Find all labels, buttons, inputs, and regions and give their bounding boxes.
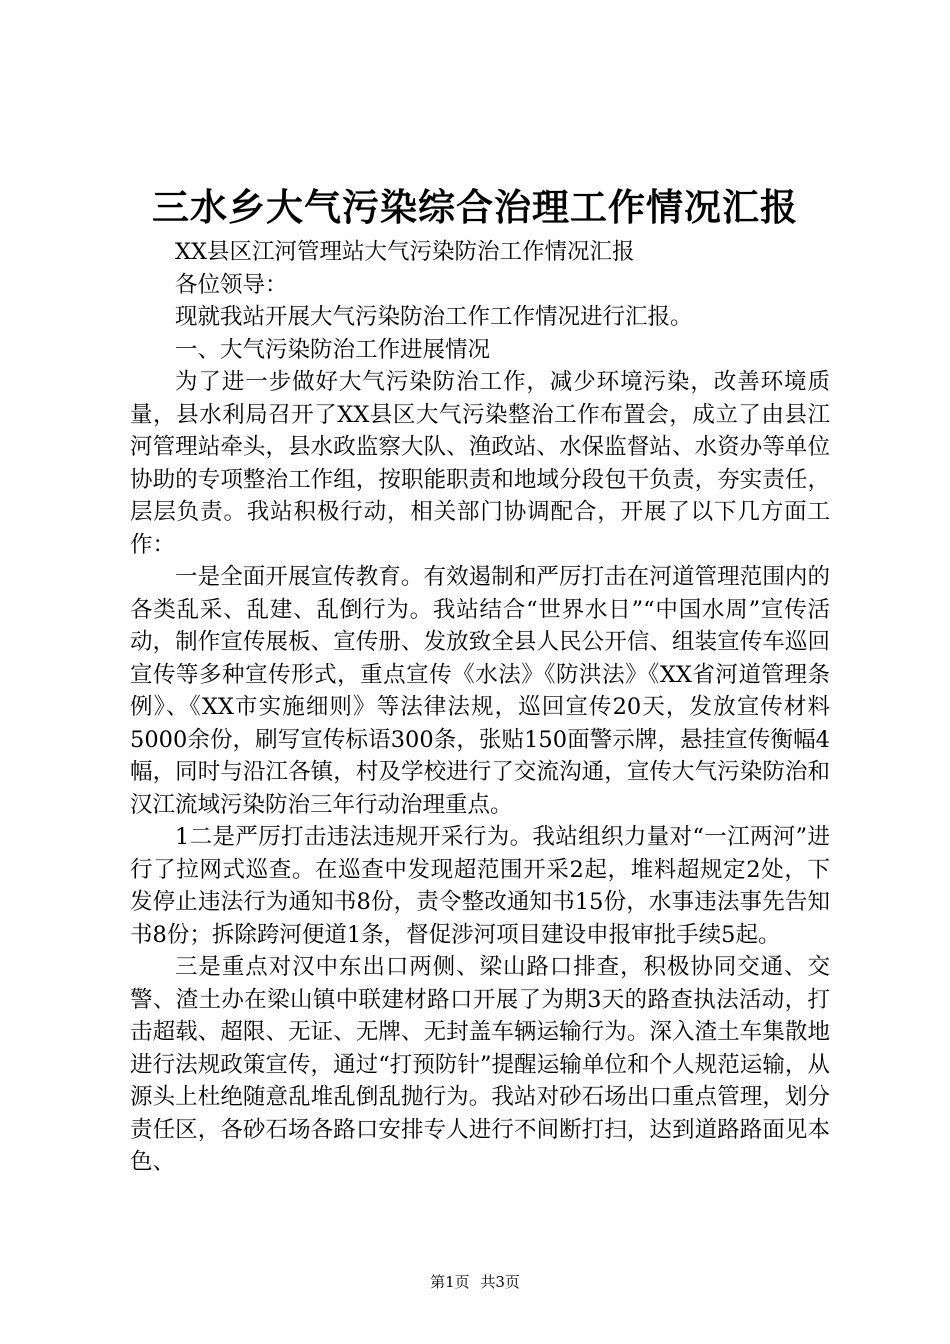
- paragraph: 三是重点对汉中东出口两侧、梁山路口排查，积极协同交通、交警、渣土办在梁山镇中联建材路口开展了为期3天的路查执法活动，打击超载、超限、无证、无牌、无封盖车辆运输行为。深入渣土车集散地进行法规政策宣传，通过“打预防针”提醒运输单位和个人规范运输，从源头上杜绝随意乱堆乱倒乱抛行为。我站对砂石场出口重点管理，划分责任区，各砂石场各路口安排专人进行不间断打扫，达到道路路面见本色、: [130, 954, 830, 1175]
- paragraph-intro: 现就我站开展大气污染防治工作工作情况进行汇报。: [175, 304, 693, 330]
- document-title: 三水乡大气污染综合治理工作情况汇报: [152, 185, 798, 229]
- page-number: 第1页: [430, 1273, 470, 1291]
- document-body: [130, 236, 830, 1179]
- paragraph-subtitle: XX县区江河管理站大气污染防治工作情况汇报: [175, 239, 635, 265]
- page-total: 共3页: [480, 1273, 520, 1291]
- paragraph-salutation: 各位领导：: [175, 271, 288, 298]
- paragraph: 为了进一步做好大气污染防治工作，减少环境污染，改善环境质量，县水利局召开了XX县区大气污染整治工作布置会，成立了由县江河管理站牵头，县水政监察大队、渔政站、水保监督站、水资办等单位协助的专项整治工作组，按职能职责和地域分段包干负责，夯实责任，层层负责。我站积极行动，相关部门协调配合，开展了以下几方面工作：: [130, 369, 830, 558]
- paragraph: 一是全面开展宣传教育。有效遏制和严厉打击在河道管理范围内的各类乱采、乱建、乱倒行为。我站结合“世界水日”“中国水周”宣传活动，制作宣传展板、宣传册、发放致全县人民公开信、组装宣传车巡回宣传等多种宣传形式，重点宣传《水法》《防洪法》《XX省河道管理条例》、《XX市实施细则》等法律法规，巡回宣传20天，发放宣传材料5000余份，刷写宣传标语300条，张贴150面警示牌，悬挂宣传衡幅4幅，同时与沿江各镇，村及学校进行了交流沟通，宣传大气污染防治和汉江流域污染防治三年行动治理重点。: [130, 564, 830, 818]
- paragraph: 1二是严厉打击违法违规开采行为。我站组织力量对“一江两河”进行了拉网式巡查。在巡查中发现超范围开采2起，堆料超规定2处，下发停止违法行为通知书8份，责令整改通知书15份，水事违法事先告知书8份；拆除跨河便道1条，督促涉河项目建设申报审批手续5起。: [130, 824, 830, 948]
- page-footer: [0, 1272, 950, 1292]
- section-heading: 一、大气污染防治工作进展情况: [175, 336, 491, 363]
